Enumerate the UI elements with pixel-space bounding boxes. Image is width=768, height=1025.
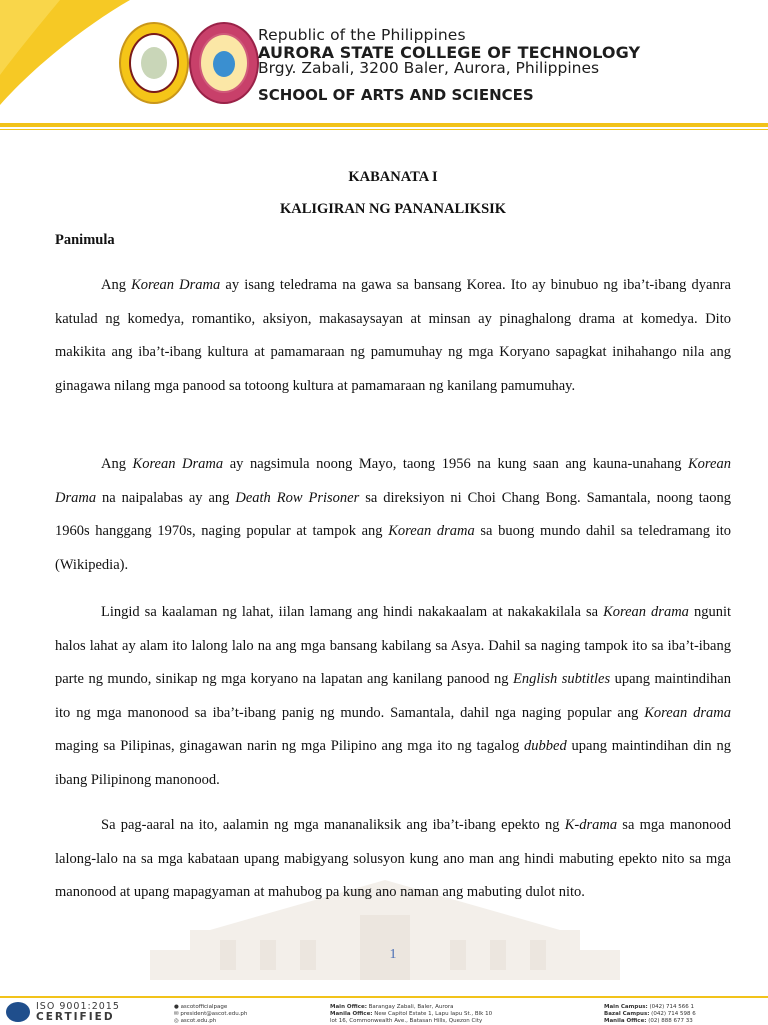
footer-divider xyxy=(0,996,768,998)
facebook-page: ● ascotofficialpage xyxy=(174,1004,228,1010)
letterhead-footer xyxy=(0,996,768,1024)
section-heading: Panimula xyxy=(55,232,115,248)
gold-corner-decoration xyxy=(0,0,130,125)
header-divider-thin xyxy=(0,129,768,130)
manila-office-line: Manila Office: New Capitol Estate 1, Lapu lapu St., Blk 10 xyxy=(330,1011,493,1017)
iso-badge-icon xyxy=(6,1002,30,1022)
chapter-heading: KABANATA I xyxy=(348,169,438,185)
college-name: AURORA STATE COLLEGE OF TECHNOLOGY xyxy=(258,43,641,62)
republic-line: Republic of the Philippines xyxy=(258,26,466,44)
paragraph-2: Ang Korean Drama ay nagsimula noong Mayo, taong 1956 na kung saan ang kauna-unahang Korean Drama na naipalabas ay ang Death Row Prisoner sa direksiyon ni Choi Chang Bong. Samantala, noong taong 1960s hanggang 1970s, naging popular at tampok ang Korean drama sa buong mundo dahil sa teledramang ito (Wikipedia). xyxy=(55,456,732,573)
paragraph-1: Ang Korean Drama ay isang teledrama na gawa sa bansang Korea. Ito ay binubuo ng iba’t-ibang dyanra katulad ng komedya, romantiko, aksiyon, makasaysayan at minsan ay pinaghalong drama at komedya. Dito makikita ang iba’t-ibang kultura at pamamaraan ng pamumuhay ng mga Koryano sapagkat inihahango nila ang ginagawa nilang mga panood sa totoong kultura at pamamaraan ng kanilang pamumuhay. xyxy=(55,277,731,394)
main-campus-phone: Main Campus: (042) 714 566 1 xyxy=(604,1004,694,1010)
iso-certified: CERTIFIED xyxy=(36,1011,115,1023)
college-seal-logo xyxy=(119,22,189,104)
header-divider xyxy=(0,123,768,127)
manila-office-phone: Manila Office: (02) 888 677 33 xyxy=(604,1018,693,1024)
college-address: Brgy. Zabali, 3200 Baler, Aurora, Philippines xyxy=(258,59,600,77)
website-address: ◎ ascot.edu.ph xyxy=(174,1018,217,1024)
page-number: 1 xyxy=(389,947,397,962)
paragraph-4: Sa pag-aaral na ito, aalamin ng mga mananaliksik ang iba’t-ibang epekto ng K-drama sa mga manonood lalong-lalo na sa mga kabataan upang mabigyang solusyon kung ano man ang hindi mabuting epekto nito sa mga manonood at upang mapagyaman at mahubog pa kung ano naman ang mabuting dulot nito. xyxy=(55,817,731,900)
chapter-title: KALIGIRAN NG PANANALIKSIK xyxy=(279,201,507,217)
manila-office-address: lot 16, Commonwealth Ave., Batasan Hills, Quezon City xyxy=(330,1018,483,1024)
bazal-campus-phone: Bazal Campus: (042) 714 598 6 xyxy=(604,1011,696,1017)
paragraph-3: Lingid sa kaalaman ng lahat, iilan lamang ang hindi nakakaalam at nakakakilala sa Korean drama ngunit halos lahat ay alam ito lalong lalo na ang mga bansang kabilang sa Asya. Dahil sa naging tampok ito sa iba’t-ibang parte ng mundo, sinikap ng mga koryano na lapatan ang kanilang panood ng English subtitles upang maintindihan ito ng mga manonood sa iba’t-ibang panig ng mundo. Samantala, dahil nga naging popular ang Korean drama maging sa Pilipinas, ginagawan narin ng mga Pilipino ang mga ito ng tagalog dubbed upang maintindihan din ng ibang Pilipinong manonood. xyxy=(55,604,732,788)
letterhead xyxy=(0,0,768,135)
school-seal-logo xyxy=(189,22,259,104)
iso-standard: ISO 9001:2015 xyxy=(36,1001,120,1012)
main-office-line: Main Office: Barangay Zabali, Baler, Aurora xyxy=(330,1004,454,1010)
email-address: ✉ president@ascot.edu.ph xyxy=(174,1011,248,1017)
school-name: SCHOOL OF ARTS AND SCIENCES xyxy=(258,86,534,104)
